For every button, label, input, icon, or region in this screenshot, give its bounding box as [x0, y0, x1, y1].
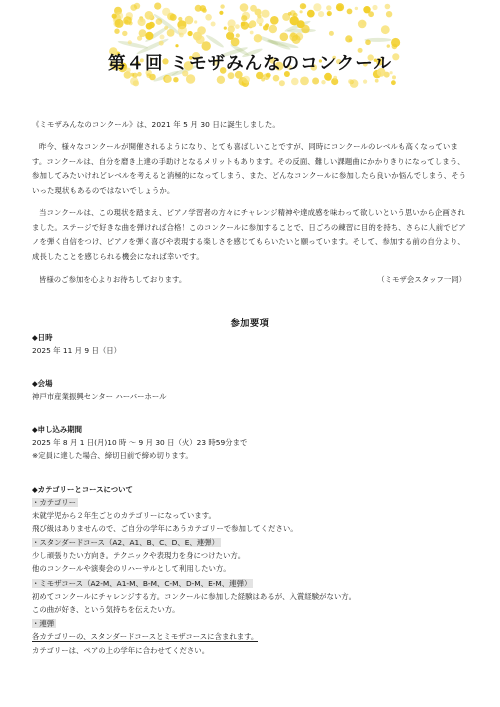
mimosa-blossom — [261, 10, 269, 18]
mimosa-blossom — [290, 16, 299, 25]
guidelines-heading: 参加要項 — [230, 318, 270, 329]
mimosa-blossom — [167, 29, 175, 37]
mimosa-blossom — [300, 77, 309, 86]
mimosa-blossom — [138, 18, 146, 26]
application-period: 2025 年 8 月 1 日(月)10 時 ～ 9 月 30 日（火）23 時59分まで — [32, 438, 248, 447]
mimosa-blossom — [279, 80, 285, 86]
mimosa-blossom — [173, 77, 178, 82]
mimosa-blossom — [220, 4, 224, 8]
mimosa-course-line: この曲が好き、という気持ちを伝えたい方。 — [32, 605, 180, 614]
mimosa-blossom — [197, 26, 206, 35]
mimosa-blossom — [363, 6, 370, 13]
mimosa-blossom — [125, 20, 129, 24]
mimosa-blossom — [235, 24, 240, 29]
mimosa-leaf — [117, 40, 148, 50]
mimosa-blossom — [273, 75, 280, 82]
mimosa-blossom — [200, 5, 206, 11]
mimosa-blossom — [154, 3, 161, 10]
mimosa-blossom — [188, 31, 193, 36]
mimosa-blossom — [236, 33, 240, 37]
category-line: 未就学児から２年生ごとのカテゴリーになっています。 — [32, 511, 216, 520]
duet-line: 各カテゴリーの、スタンダードコースとミモザコースに含まれます。 — [32, 632, 259, 641]
date-heading: ◆日時 — [32, 333, 53, 342]
mimosa-blossom — [165, 76, 172, 83]
signature: （ミモザ会スタッフ一同） — [377, 275, 466, 284]
mimosa-blossom — [375, 79, 379, 83]
mimosa-blossom — [347, 9, 353, 15]
category-label: ・カテゴリー — [32, 498, 77, 507]
application-note: ※定員に達した場合、締切日前で締め切ります。 — [32, 451, 193, 460]
mimosa-blossom — [269, 25, 277, 33]
mimosa-blossom — [164, 26, 168, 30]
mimosa-blossom — [186, 74, 195, 83]
mimosa-blossom — [241, 15, 247, 21]
categories-heading: ◆カテゴリーとコースについて — [32, 485, 133, 494]
mimosa-blossom — [265, 23, 269, 27]
mimosa-blossom — [391, 80, 396, 85]
mimosa-blossom — [240, 3, 249, 12]
mimosa-blossom — [205, 14, 212, 21]
mimosa-blossom — [345, 35, 352, 42]
venue-value: 神戸市産業振興センター ハーバーホール — [32, 392, 167, 401]
mimosa-blossom — [170, 14, 177, 21]
mimosa-blossom — [219, 11, 223, 15]
mimosa-blossom — [146, 23, 153, 30]
mimosa-blossom — [387, 44, 390, 47]
mimosa-blossom — [300, 10, 303, 13]
mimosa-blossom — [249, 20, 256, 27]
mimosa-blossom — [194, 20, 197, 23]
mimosa-blossom — [224, 27, 227, 30]
duet-label: ・連弾 — [32, 619, 55, 628]
standard-course-label: ・スタンダードコース（A2、A1、B、C、D、E、連弾） — [32, 538, 219, 547]
mimosa-blossom — [321, 80, 325, 84]
mimosa-blossom — [130, 77, 138, 85]
mimosa-blossom — [226, 32, 234, 40]
mimosa-blossom — [363, 80, 367, 84]
mimosa-blossom — [361, 21, 365, 25]
closing-line — [32, 273, 466, 288]
date-value: 2025 年 11 月 9 日（日） — [32, 346, 122, 355]
mimosa-blossom — [242, 76, 250, 84]
mimosa-blossom — [175, 44, 178, 47]
mimosa-blossom — [217, 76, 225, 84]
page-title: 第４回 ミモザみんなのコンクール — [108, 54, 392, 74]
mimosa-blossom — [280, 33, 289, 42]
mimosa-course-label: ・ミモザコース（A2-M、A1-M、B-M、C-M、D-M、E-M、連弾） — [32, 579, 252, 588]
intro-paragraph-3: 当コンクールは、この現状を踏まえ、ピアノ学習者の方々にチャレンジ精神や達成感を味わって欲しいという思いから企画されました。ステージで好きな曲を弾ければ合格！このコンクールに参加することで、日ごろの練習に目的を持ち、さらに人前でピアノを弾く自信をつけ、ピアノを弾く喜びや表現する楽しさを感じてもらいたいと願っています。そして、参加する前の自分より、成長したことを感じられる機会になれば幸いです。 — [32, 208, 466, 261]
mimosa-blossom — [112, 14, 117, 19]
mimosa-blossom — [392, 44, 398, 50]
intro-paragraph-2: 昨今、様々なコンクールが開催されるようになり、とても喜ばしいことですが、同時にコンクールのレベルも高くなっています。コンクールは、自分を磨き上達の手助けとなるメリットもあります。その反面、難しい課題曲にかかりきりになってしまう、参加してみたいけれどレベルを考えると消極的になってしまう、また、どんなコンクールに参加したら良いか悩んでしまう、そういった現状もあるのではないでしょうか。 — [32, 142, 467, 195]
application-heading: ◆申し込み期間 — [32, 425, 83, 434]
mimosa-course-line: 初めてコンクールにチャレンジする方。コンクールに参加した経験はあるが、入賞経験がない方。 — [32, 592, 357, 601]
mimosa-blossom — [293, 13, 298, 18]
intro-paragraph-1: 《ミモザみんなのコンクール》は、2021 年 5 月 30 日に誕生しました。 — [32, 120, 280, 129]
mimosa-blossom — [333, 76, 337, 80]
mimosa-blossom — [160, 35, 165, 40]
mimosa-blossom — [291, 78, 299, 86]
mimosa-blossom — [307, 10, 315, 18]
mimosa-blossom — [139, 29, 147, 37]
mimosa-blossom — [241, 22, 246, 27]
duet-line: カテゴリーは、ペアの上の学年に合わせてください。 — [32, 646, 210, 655]
mimosa-blossom — [178, 17, 182, 21]
mimosa-blossom — [228, 26, 235, 33]
mimosa-blossom — [392, 75, 396, 79]
mimosa-blossom — [327, 12, 330, 15]
mimosa-blossom — [300, 3, 306, 9]
mimosa-blossom — [257, 14, 261, 18]
mimosa-blossom — [128, 40, 132, 44]
mimosa-blossom — [355, 7, 358, 10]
mimosa-blossom — [122, 31, 127, 36]
mimosa-blossom — [179, 33, 184, 38]
standard-course-line: 他のコンクールや演奏会のリハーサルとして利用したい方。 — [32, 564, 231, 573]
standard-course-line: 少し頑張りたい方向き。テクニックや表現力を身につけたい方。 — [32, 551, 246, 560]
mimosa-blossom — [134, 3, 140, 9]
mimosa-blossom — [336, 3, 344, 11]
mimosa-blossom — [162, 8, 170, 16]
mimosa-blossom — [185, 16, 194, 25]
mimosa-flower-decoration — [0, 0, 500, 90]
mimosa-blossom — [385, 4, 391, 10]
mimosa-blossom — [348, 79, 353, 84]
mimosa-blossom — [329, 31, 334, 36]
mimosa-blossom — [282, 13, 290, 21]
mimosa-blossom — [156, 18, 163, 25]
mimosa-blossom — [326, 5, 331, 10]
mimosa-blossom — [145, 32, 153, 40]
mimosa-blossom — [313, 3, 321, 11]
mimosa-blossom — [211, 22, 216, 27]
mimosa-blossom — [312, 78, 319, 85]
mimosa-blossom — [250, 31, 254, 35]
mimosa-blossom — [115, 19, 124, 28]
mimosa-blossom — [372, 5, 377, 10]
mimosa-blossom — [270, 16, 279, 25]
mimosa-blossom — [381, 25, 390, 34]
mimosa-blossom — [318, 11, 324, 17]
category-line: 飛び級はありませんので、ご自分の学年にあうカテゴリーで参加してください。 — [32, 524, 298, 533]
closing-text: 皆様のご参加を心よりお待ちしております。 — [39, 275, 187, 284]
mimosa-blossom — [301, 25, 309, 33]
mimosa-blossom — [159, 41, 164, 46]
mimosa-blossom — [292, 35, 301, 44]
mimosa-blossom — [365, 40, 371, 46]
mimosa-blossom — [386, 11, 392, 17]
mimosa-blossom — [254, 34, 262, 42]
mimosa-blossom — [114, 29, 119, 34]
mimosa-blossom — [145, 11, 154, 20]
venue-heading: ◆会場 — [32, 379, 53, 388]
